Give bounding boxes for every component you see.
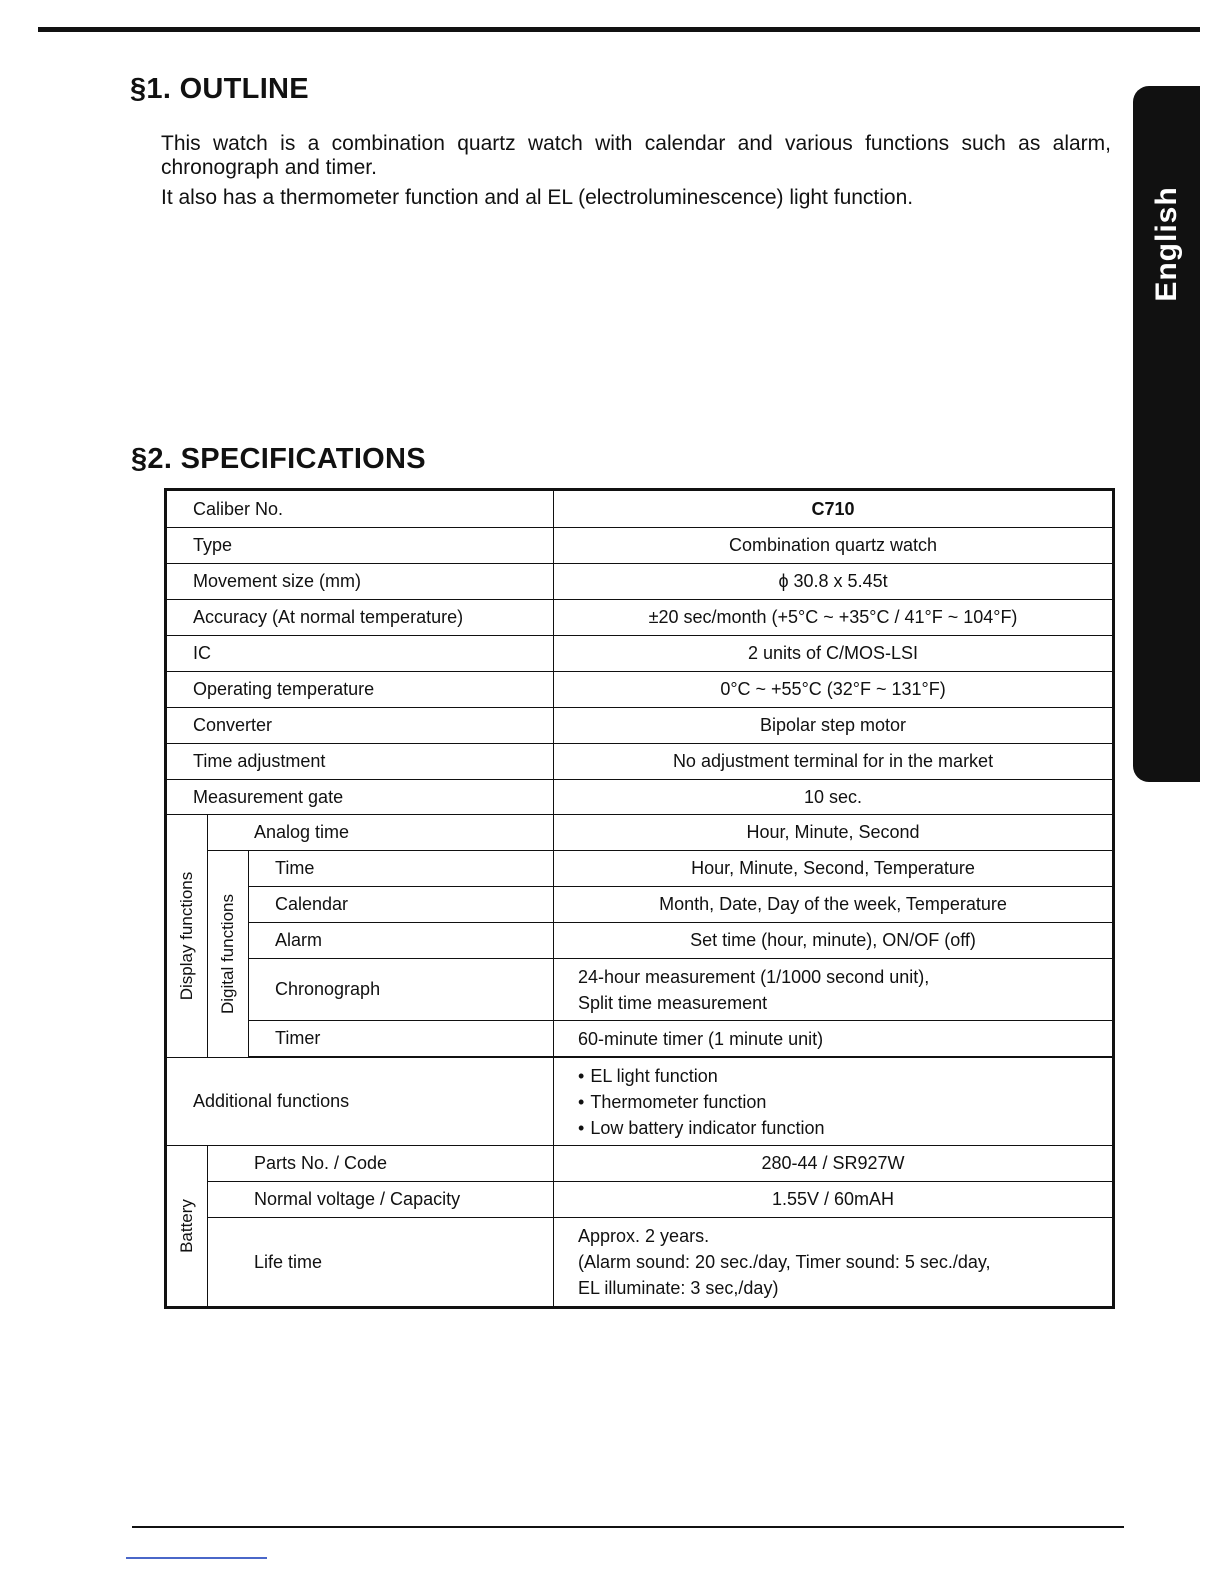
life-time-line1: Approx. 2 years. xyxy=(578,1226,710,1246)
converter-label: Converter xyxy=(166,708,554,744)
life-time-line3: EL illuminate: 3 sec,/day) xyxy=(578,1278,779,1298)
table-row xyxy=(166,923,1114,959)
table-row xyxy=(166,1146,1114,1182)
table-row xyxy=(166,672,1114,708)
timer-label: Timer xyxy=(249,1021,554,1057)
voltage-value: 1.55V / 60mAH xyxy=(554,1182,1114,1218)
bottom-rule xyxy=(132,1526,1124,1528)
table-row xyxy=(166,1058,1114,1146)
calendar-label: Calendar xyxy=(249,887,554,923)
life-time-label: Life time xyxy=(208,1218,554,1308)
time-adjustment-value: No adjustment terminal for in the market xyxy=(554,744,1114,780)
display-functions-group xyxy=(166,815,208,1058)
table-row xyxy=(166,851,1114,887)
table-row xyxy=(166,1182,1114,1218)
movement-label: Movement size (mm) xyxy=(166,564,554,600)
chronograph-label: Chronograph xyxy=(249,959,554,1021)
life-time-line2: (Alarm sound: 20 sec./day, Timer sound: 5 sec./day, xyxy=(578,1252,991,1272)
table-row xyxy=(166,780,1114,815)
measurement-gate-label: Measurement gate xyxy=(166,780,554,815)
battery-group xyxy=(166,1146,208,1308)
display-functions-label: Display functions xyxy=(177,871,196,1001)
movement-value: ϕ 30.8 x 5.45t xyxy=(554,564,1114,600)
language-tab-label: English xyxy=(1149,186,1183,302)
language-tab xyxy=(1133,86,1200,782)
top-rule xyxy=(38,27,1200,32)
converter-value: Bipolar step motor xyxy=(554,708,1114,744)
additional-item-3: • Low battery indicator function xyxy=(578,1115,1112,1141)
chronograph-value xyxy=(554,959,1114,1021)
footer-link-underline xyxy=(126,1557,267,1559)
ic-value: 2 units of C/MOS-LSI xyxy=(554,636,1114,672)
time-adjustment-label: Time adjustment xyxy=(166,744,554,780)
measurement-gate-value: 10 sec. xyxy=(554,780,1114,815)
accuracy-label: Accuracy (At normal temperature) xyxy=(166,600,554,636)
outline-paragraph-2: It also has a thermometer function and al EL (electroluminescence) light function. xyxy=(161,186,914,209)
table-row xyxy=(166,959,1114,1021)
specifications-table xyxy=(164,488,1115,1309)
outline-paragraph-1: This watch is a combination quartz watch with calendar and various functions such as alarm, chronograph and timer. xyxy=(161,132,1111,179)
parts-no-value: 280-44 / SR927W xyxy=(554,1146,1114,1182)
table-row xyxy=(166,600,1114,636)
table-row xyxy=(166,887,1114,923)
additional-item-2: • Thermometer function xyxy=(578,1089,1112,1115)
type-value: Combination quartz watch xyxy=(554,528,1114,564)
caliber-value: C710 xyxy=(554,490,1114,528)
table-row xyxy=(166,528,1114,564)
digital-functions-label: Digital functions xyxy=(218,893,237,1015)
ic-label: IC xyxy=(166,636,554,672)
voltage-label: Normal voltage / Capacity xyxy=(208,1182,554,1218)
outline-text xyxy=(161,132,1111,210)
operating-temp-label: Operating temperature xyxy=(166,672,554,708)
digital-functions-group xyxy=(208,851,249,1058)
table-row xyxy=(166,564,1114,600)
chronograph-value-line1: 24-hour measurement (1/1000 second unit), xyxy=(578,966,930,987)
analog-time-value: Hour, Minute, Second xyxy=(554,815,1114,851)
operating-temp-value: 0°C ~ +55°C (32°F ~ 131°F) xyxy=(554,672,1114,708)
life-time-value xyxy=(554,1218,1114,1308)
alarm-label: Alarm xyxy=(249,923,554,959)
section2-title: §2. SPECIFICATIONS xyxy=(131,443,426,475)
table-row xyxy=(166,1218,1114,1308)
alarm-value: Set time (hour, minute), ON/OF (off) xyxy=(554,923,1114,959)
parts-no-label: Parts No. / Code xyxy=(208,1146,554,1182)
table-row xyxy=(166,1021,1114,1057)
battery-label: Battery xyxy=(177,1199,196,1253)
calendar-value: Month, Date, Day of the week, Temperature xyxy=(554,887,1114,923)
timer-value: 60-minute timer (1 minute unit) xyxy=(554,1021,1114,1057)
table-row xyxy=(166,636,1114,672)
table-row xyxy=(166,815,1114,851)
chronograph-value-line2: Split time measurement xyxy=(578,992,768,1013)
type-label: Type xyxy=(166,528,554,564)
additional-functions-value xyxy=(554,1058,1114,1146)
time-value: Hour, Minute, Second, Temperature xyxy=(554,851,1114,887)
time-label: Time xyxy=(249,851,554,887)
table-row xyxy=(166,744,1114,780)
analog-time-label: Analog time xyxy=(208,815,554,851)
caliber-label: Caliber No. xyxy=(166,490,554,528)
table-row xyxy=(166,708,1114,744)
accuracy-value: ±20 sec/month (+5°C ~ +35°C / 41°F ~ 104°F) xyxy=(554,600,1114,636)
additional-item-1: • EL light function xyxy=(578,1063,1112,1089)
table-row xyxy=(166,490,1114,528)
additional-functions-label: Additional functions xyxy=(166,1058,554,1146)
section1-title: §1. OUTLINE xyxy=(130,73,309,105)
